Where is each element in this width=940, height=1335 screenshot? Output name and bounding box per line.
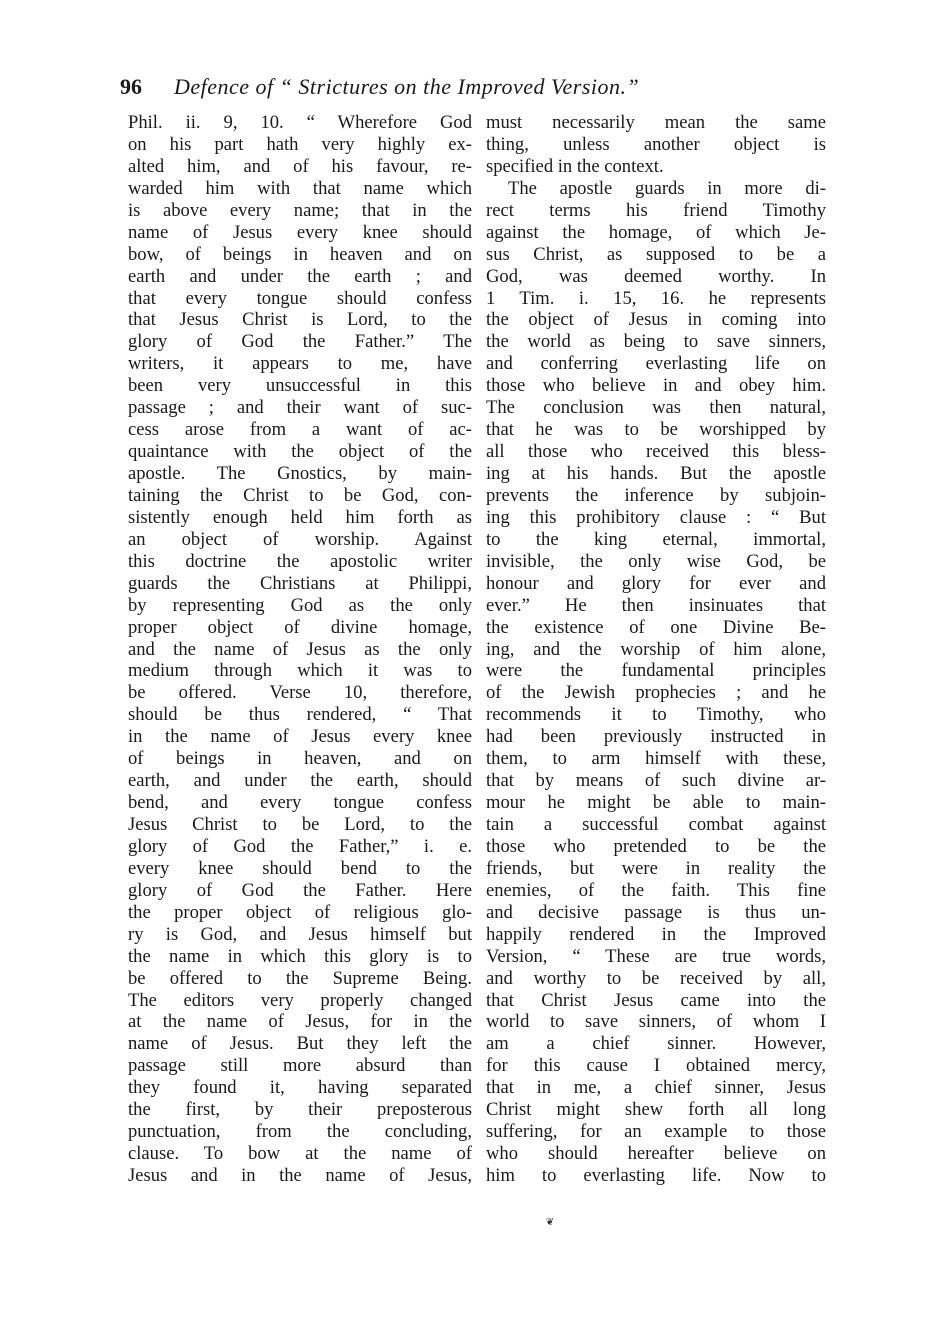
text-line: glory of God the Father.” The (128, 331, 472, 353)
text-line: the existence of one Divine Be- (486, 616, 826, 638)
text-line: the object of Jesus in coming into (486, 309, 826, 331)
text-line: and decisive passage is thus un- (486, 901, 826, 923)
text-line: punctuation, from the concluding, (128, 1121, 472, 1143)
text-line: world to save sinners, of whom I (486, 1011, 826, 1033)
text-line: to the king eternal, immortal, (486, 528, 826, 550)
running-title: Defence of “ Strictures on the Improved Version.” (174, 74, 640, 99)
text-line: for this cause I obtained mercy, (486, 1055, 826, 1077)
text-line: ing this prohibitory clause : “ But (486, 506, 826, 528)
text-line: Version, “ These are true words, (486, 945, 826, 967)
text-line: Jesus and in the name of Jesus, (128, 1165, 472, 1186)
text-line: bend, and every tongue confess (128, 792, 472, 814)
text-line: quaintance with the object of the (128, 441, 472, 463)
text-line: is above every name; that in the (128, 199, 472, 221)
text-line: in the name of Jesus every knee (128, 726, 472, 748)
text-line: am a chief sinner. However, (486, 1033, 826, 1055)
text-line: they found it, having separated (128, 1077, 472, 1099)
text-line: this doctrine the apostolic writer (128, 550, 472, 572)
text-line: invisible, the only wise God, be (486, 550, 826, 572)
text-line: rect terms his friend Timothy (486, 199, 826, 221)
text-line: name of Jesus. But they left the (128, 1033, 472, 1055)
text-line: against the homage, of which Je- (486, 221, 826, 243)
text-line: guards the Christians at Philippi, (128, 572, 472, 594)
text-line: those who believe in and obey him. (486, 375, 826, 397)
text-line: 1 Tim. i. 15, 16. he represents (486, 287, 826, 309)
text-line: been very unsuccessful in this (128, 375, 472, 397)
text-line: ing, and the worship of him alone, (486, 638, 826, 660)
text-line: him to everlasting life. Now to (486, 1165, 826, 1186)
text-line: The conclusion was then natural, (486, 397, 826, 419)
text-line: friends, but were in reality the (486, 857, 826, 879)
text-line: Jesus Christ to be Lord, to the (128, 814, 472, 835)
text-line: at the name of Jesus, for in the (128, 1011, 472, 1033)
text-line: apostle. The Gnostics, by main- (128, 463, 472, 484)
text-line: that Jesus Christ is Lord, to the (128, 309, 472, 331)
text-line: ry is God, and Jesus himself but (128, 923, 472, 945)
text-line: sistently enough held him forth as (128, 506, 472, 528)
text-line: recommends it to Timothy, who (486, 704, 826, 726)
text-line: specified in the context. (486, 155, 664, 177)
text-line: were the fundamental principles (486, 660, 826, 682)
text-line: suffering, for an example to those (486, 1121, 826, 1143)
text-line: all those who received this bless- (486, 441, 826, 463)
text-line: that in me, a chief sinner, Jesus (486, 1077, 826, 1099)
left-column (128, 112, 472, 1187)
text-line: name of Jesus every knee should (128, 221, 472, 243)
text-line: of beings in heaven, and on (128, 748, 472, 770)
text-line: the first, by their preposterous (128, 1099, 472, 1121)
text-line: proper object of divine homage, (128, 616, 472, 638)
text-line: The apostle guards in more di- (508, 177, 826, 199)
text-line: happily rendered in the Improved (486, 923, 826, 945)
text-line: the world as being to save sinners, (486, 331, 826, 353)
text-line: passage still more absurd than (128, 1055, 472, 1077)
text-line: clause. To bow at the name of (128, 1143, 472, 1165)
text-line: writers, it appears to me, have (128, 353, 472, 375)
text-line: and the name of Jesus as the only (128, 638, 472, 660)
printer-ornament: ❦ (545, 1217, 555, 1228)
text-line: alted him, and of his favour, re- (128, 155, 472, 177)
text-line: The editors very properly changed (128, 989, 472, 1011)
text-line: every knee should bend to the (128, 857, 472, 879)
text-line: sus Christ, as supposed to be a (486, 243, 826, 265)
text-line: those who pretended to be the (486, 835, 826, 857)
text-line: of the Jewish prophecies ; and he (486, 682, 826, 704)
text-line: must necessarily mean the same (486, 112, 826, 133)
text-line: the name in which this glory is to (128, 945, 472, 967)
text-line: passage ; and their want of suc- (128, 397, 472, 419)
text-line: earth, and under the earth, should (128, 770, 472, 792)
text-line: glory of God the Father. Here (128, 879, 472, 901)
text-line: medium through which it was to (128, 660, 472, 682)
text-line: warded him with that name which (128, 177, 472, 199)
text-line: taining the Christ to be God, con- (128, 484, 472, 506)
text-line: earth and under the earth ; and (128, 265, 472, 287)
page-number: 96 (120, 74, 142, 99)
text-line: on his part hath very highly ex- (128, 133, 472, 155)
text-line: Christ might shew forth all long (486, 1099, 826, 1121)
text-line: cess arose from a want of ac- (128, 419, 472, 441)
text-line: be offered. Verse 10, therefore, (128, 682, 472, 704)
text-line: glory of God the Father,” i. e. (128, 835, 472, 857)
text-line: God, was deemed worthy. In (486, 265, 826, 287)
text-line: should be thus rendered, “ That (128, 704, 472, 726)
text-line: by representing God as the only (128, 594, 472, 616)
text-line: them, to arm himself with these, (486, 748, 826, 770)
text-line: an object of worship. Against (128, 528, 472, 550)
text-line: honour and glory for ever and (486, 572, 826, 594)
text-line: that Christ Jesus came into the (486, 989, 826, 1011)
text-line: be offered to the Supreme Being. (128, 967, 472, 989)
text-line: had been previously instructed in (486, 726, 826, 748)
page-header (120, 74, 840, 108)
text-line: and worthy to be received by all, (486, 967, 826, 989)
text-line: that by means of such divine ar- (486, 770, 826, 792)
text-line: ing at his hands. But the apostle (486, 463, 826, 484)
text-line: ever.” He then insinuates that (486, 594, 826, 616)
text-line: Phil. ii. 9, 10. “ Wherefore God (128, 112, 472, 133)
text-line: thing, unless another object is (486, 133, 826, 155)
text-line: that he was to be worshipped by (486, 419, 826, 441)
text-line: prevents the inference by subjoin- (486, 484, 826, 506)
right-column (486, 112, 826, 1187)
text-line: who should hereafter believe on (486, 1143, 826, 1165)
text-line: enemies, of the faith. This fine (486, 879, 826, 901)
text-line: and conferring everlasting life on (486, 353, 826, 375)
text-line: the proper object of religious glo- (128, 901, 472, 923)
text-line: bow, of beings in heaven and on (128, 243, 472, 265)
text-line: that every tongue should confess (128, 287, 472, 309)
text-line: mour he might be able to main- (486, 792, 826, 814)
text-line: tain a successful combat against (486, 814, 826, 835)
